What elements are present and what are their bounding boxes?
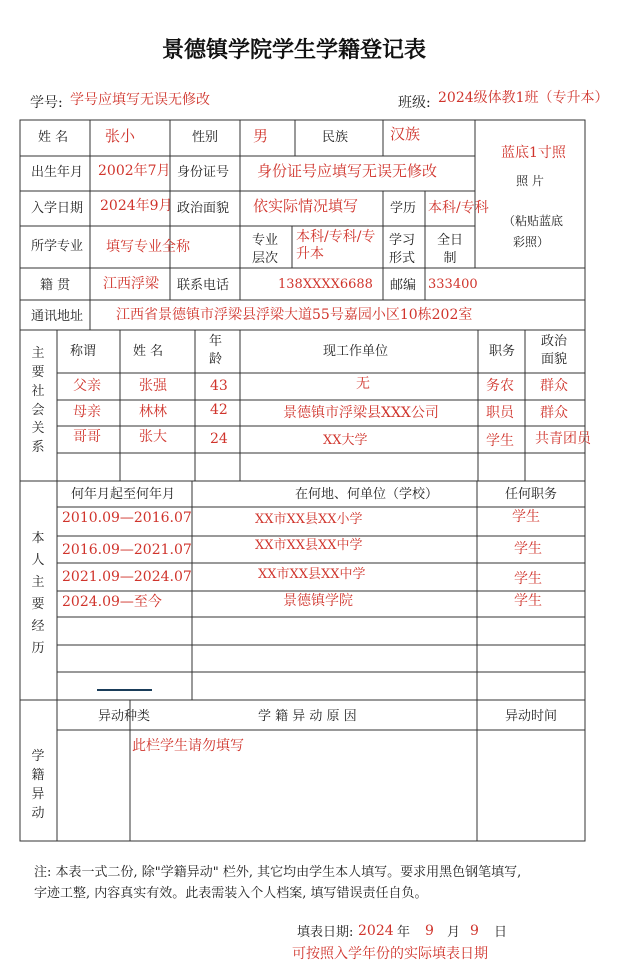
fill-date-label: 填表日期: bbox=[297, 925, 354, 940]
experience-period: 2021.09—2024.07 bbox=[62, 569, 192, 585]
politics-label: 政治面貌 bbox=[177, 201, 230, 216]
experience-role: 学生 bbox=[514, 571, 542, 587]
experience-header-role: 任何职务 bbox=[505, 487, 558, 502]
family-header-employer: 现工作单位 bbox=[323, 344, 389, 359]
family-relation: 父亲 bbox=[73, 378, 101, 394]
ethnicity-value: 汉族 bbox=[390, 125, 421, 143]
level-label: 专业层次 bbox=[252, 233, 279, 266]
native-value: 江西浮梁 bbox=[103, 276, 159, 292]
id-label: 身份证号 bbox=[177, 165, 230, 180]
native-label: 籍 贯 bbox=[40, 278, 71, 293]
photo-instruction-2: 彩照） bbox=[513, 235, 550, 249]
birth-label: 出生年月 bbox=[31, 165, 84, 180]
education-value: 本科/专科 bbox=[428, 200, 489, 216]
fill-date-month-label: 月 bbox=[447, 925, 461, 940]
family-header-name: 姓 名 bbox=[133, 344, 164, 359]
family-member-position: 职员 bbox=[486, 405, 514, 421]
page-title: 景德镇学院学生学籍登记表 bbox=[162, 38, 427, 63]
family-member-name: 林林 bbox=[139, 404, 167, 420]
fill-date-year-label: 年 bbox=[397, 925, 411, 940]
family-member-age: 42 bbox=[210, 402, 228, 418]
ethnicity-label: 民族 bbox=[322, 130, 349, 145]
phone-value: 138XXXX6688 bbox=[278, 277, 373, 292]
fill-date-year: 2024 bbox=[358, 923, 394, 939]
study-form-value: 全日制 bbox=[436, 233, 463, 266]
family-section-label: 主要社会关系 bbox=[31, 346, 45, 456]
id-value: 身份证号应填写无误无修改 bbox=[257, 162, 438, 180]
footer-note-line-2: 字迹工整, 内容真实有效。此表需装入个人档案, 填写错误责任自负。 bbox=[34, 886, 428, 901]
name-label: 姓 名 bbox=[38, 130, 69, 145]
level-value: 本科/专科/专升本 bbox=[296, 229, 376, 262]
family-member-age: 24 bbox=[210, 431, 228, 447]
family-member-employer: XX大学 bbox=[323, 433, 368, 448]
experience-period: 2016.09—2021.07 bbox=[62, 542, 192, 558]
family-header-age: 年龄 bbox=[209, 334, 223, 367]
gender-value: 男 bbox=[253, 127, 269, 145]
family-header-politics: 政治面貌 bbox=[541, 334, 568, 367]
family-member-position: 务农 bbox=[486, 378, 514, 394]
status-change-note: 此栏学生请勿填写 bbox=[132, 738, 244, 754]
student-id-value: 学号应填写无误无修改 bbox=[70, 92, 210, 108]
experience-role: 学生 bbox=[514, 593, 542, 609]
study-form-label: 学习形式 bbox=[389, 233, 416, 266]
education-label: 学历 bbox=[390, 201, 417, 216]
family-header-position: 职务 bbox=[489, 344, 516, 359]
fill-date-day-label: 日 bbox=[494, 925, 508, 940]
major-value: 填写专业全称 bbox=[106, 239, 190, 255]
address-value: 江西省景德镇市浮梁县浮梁大道55号嘉园小区10栋202室 bbox=[116, 307, 473, 323]
phone-label: 联系电话 bbox=[177, 278, 230, 293]
family-member-politics: 共青团员 bbox=[535, 431, 591, 447]
status-change-header-reason: 学 籍 异 动 原 因 bbox=[258, 709, 357, 724]
family-member-age: 43 bbox=[210, 378, 228, 394]
birth-value: 2002年7月 bbox=[98, 163, 171, 179]
fill-date-hint: 可按照入学年份的实际填表日期 bbox=[292, 946, 488, 962]
name-value: 张小 bbox=[105, 127, 136, 145]
politics-value: 依实际情况填写 bbox=[253, 197, 359, 215]
family-member-politics: 群众 bbox=[540, 378, 568, 394]
status-change-header-type: 异动种类 bbox=[98, 709, 151, 724]
experience-place: XX市XX县XX中学 bbox=[255, 538, 363, 553]
class-value: 2024级体教1班（专升本） bbox=[438, 90, 609, 106]
family-member-employer: 景德镇市浮梁县XXX公司 bbox=[283, 405, 439, 421]
footer-note-line-1: 注: 本表一式二份, 除"学籍异动" 栏外, 其它均由学生本人填写。要求用黑色钢笔填写, bbox=[34, 865, 522, 880]
family-member-employer: 无 bbox=[356, 376, 370, 392]
class-label: 班级: bbox=[398, 95, 431, 111]
experience-role: 学生 bbox=[514, 541, 542, 557]
family-member-politics: 群众 bbox=[540, 405, 568, 421]
family-relation: 哥哥 bbox=[73, 429, 101, 445]
status-change-section-label: 学籍异动 bbox=[31, 749, 45, 821]
major-label: 所学专业 bbox=[31, 239, 84, 254]
experience-role: 学生 bbox=[512, 509, 540, 525]
enroll-label: 入学日期 bbox=[31, 201, 84, 216]
fill-date-day: 9 bbox=[470, 923, 479, 939]
address-label: 通讯地址 bbox=[31, 309, 84, 324]
experience-period: 2010.09—2016.07 bbox=[62, 510, 192, 526]
experience-header-place: 在何地、何单位（学校） bbox=[295, 487, 439, 502]
fill-date-month: 9 bbox=[425, 923, 434, 939]
experience-header-period: 何年月起至何年月 bbox=[71, 487, 176, 502]
enroll-value: 2024年9月 bbox=[100, 198, 173, 214]
postcode-value: 333400 bbox=[428, 277, 478, 292]
family-relation: 母亲 bbox=[73, 404, 101, 420]
experience-place: XX市XX县XX中学 bbox=[258, 567, 366, 582]
experience-section-label: 本人主要经历 bbox=[31, 531, 45, 657]
family-member-position: 学生 bbox=[486, 433, 514, 449]
experience-period: 2024.09—至今 bbox=[62, 594, 162, 610]
family-member-name: 张强 bbox=[139, 378, 167, 394]
family-header-title: 称谓 bbox=[70, 344, 97, 359]
status-change-header-time: 异动时间 bbox=[505, 709, 558, 724]
photo-instruction-1: （粘贴蓝底 bbox=[503, 214, 564, 228]
student-id-label: 学号: bbox=[30, 95, 63, 111]
experience-place: XX市XX县XX小学 bbox=[255, 512, 363, 527]
photo-label: 照 片 bbox=[516, 174, 544, 188]
gender-label: 性别 bbox=[192, 130, 219, 145]
experience-place: 景德镇学院 bbox=[283, 593, 353, 609]
photo-note: 蓝底1寸照 bbox=[501, 145, 566, 161]
postcode-label: 邮编 bbox=[390, 278, 417, 293]
family-member-name: 张大 bbox=[139, 429, 167, 445]
